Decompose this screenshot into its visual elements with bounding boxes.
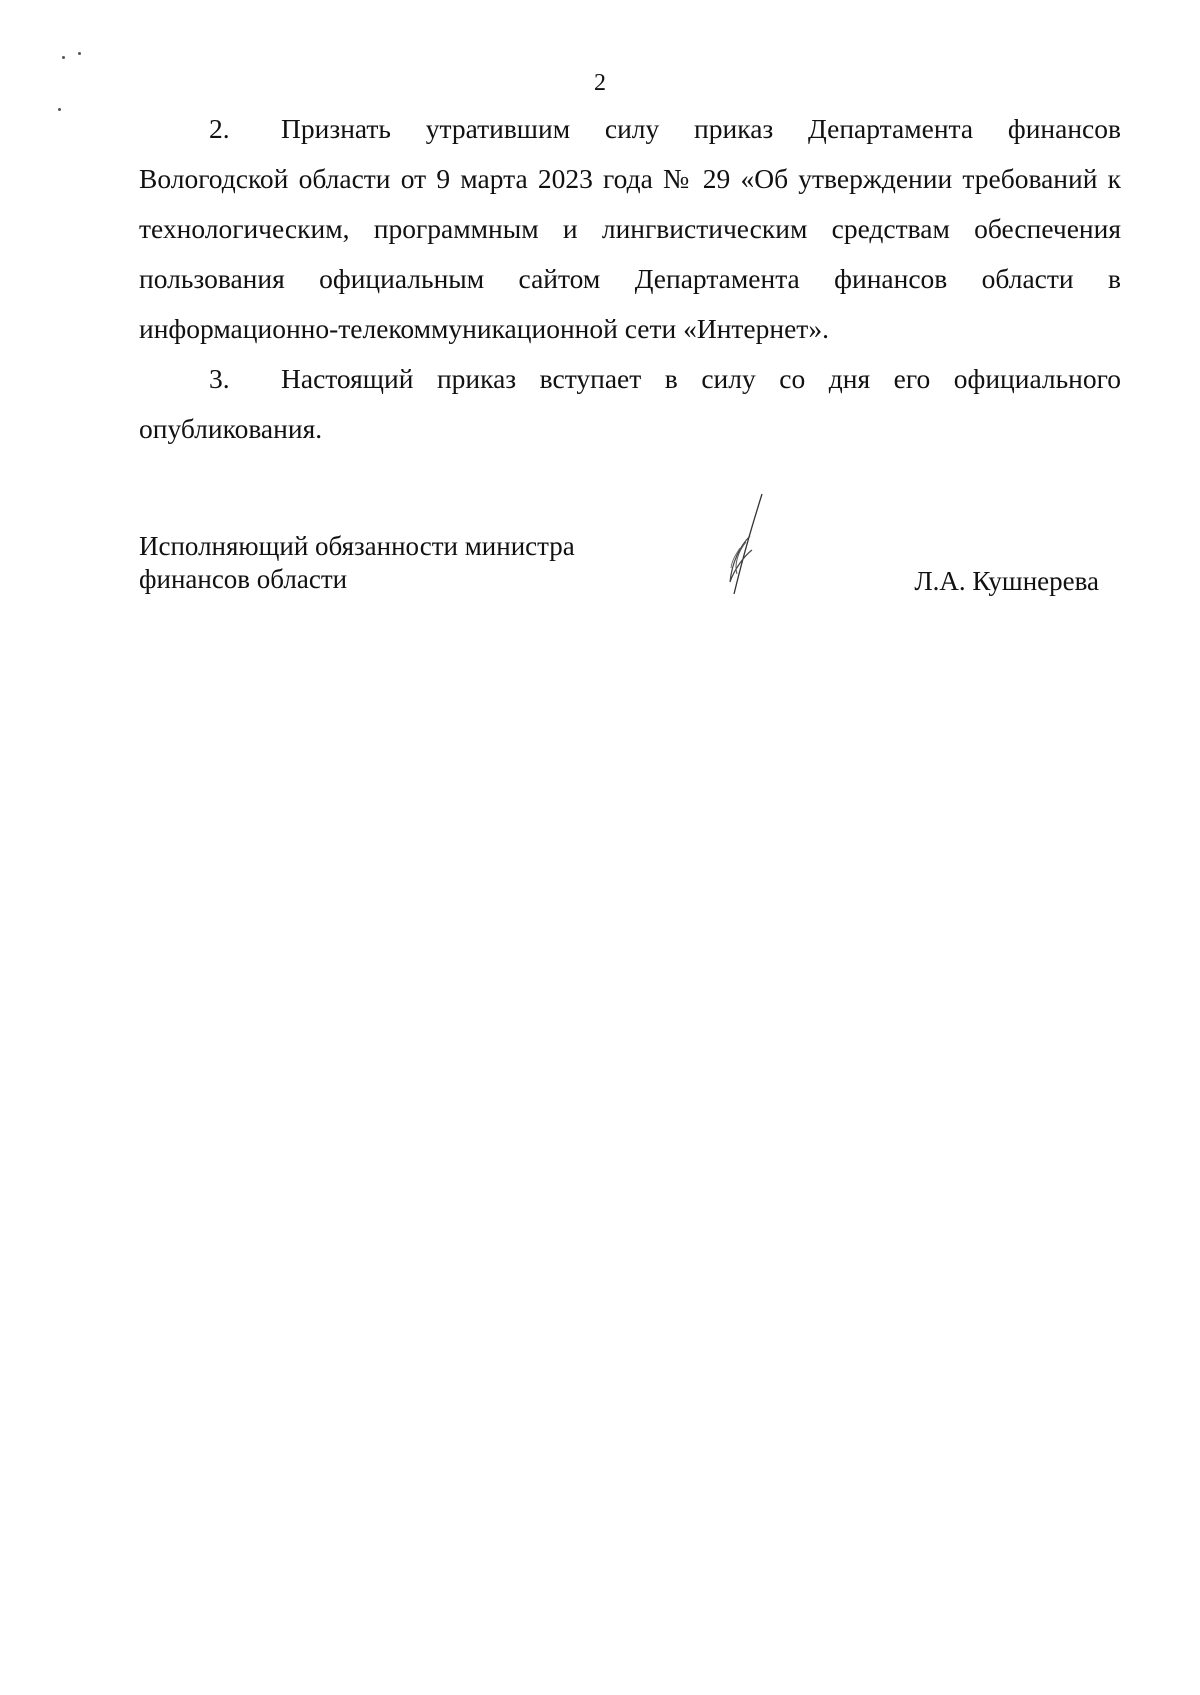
page-number: 2 (594, 70, 606, 96)
scan-speck (78, 52, 81, 55)
signatory-title-line: финансов области (139, 564, 348, 594)
paragraph-number: 3. (209, 363, 230, 394)
paragraph-text: Настоящий приказ вступает в силу со дня его официального опубликования. (139, 363, 1121, 444)
paragraph-2 (139, 104, 1121, 354)
paragraph-3 (139, 354, 1121, 454)
signatory-title (139, 530, 575, 596)
document-body (139, 104, 1121, 454)
scan-speck (62, 56, 65, 59)
signatory-name: Л.А. Кушнерева (914, 566, 1099, 596)
scan-speck (58, 108, 61, 111)
paragraph-number: 2. (209, 113, 230, 144)
handwritten-signature (710, 490, 770, 600)
paragraph-text: Признать утратившим силу приказ Департамента финансов Вологодской области от 9 марта 2023 года № 29 «Об утверждении требований к технологическим, программным и лингвистическим средствам обеспечения пользования официальным сайтом Департамента финансов области в информационно-телекоммуникационной сети «Интернет». (139, 113, 1121, 344)
signature-block (139, 530, 1121, 630)
signatory-title-line: Исполняющий обязанности министра (139, 531, 575, 561)
